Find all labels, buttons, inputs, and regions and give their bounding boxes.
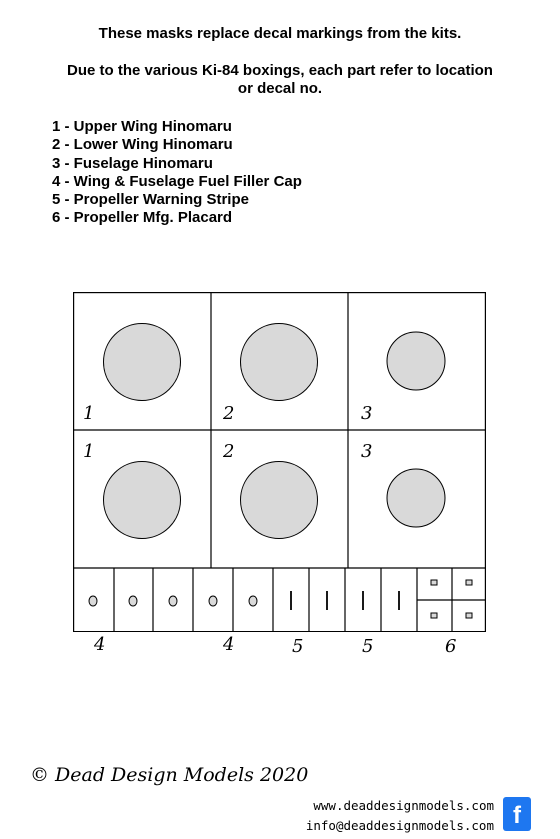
fuel-cap-mask: [249, 596, 257, 606]
hinomaru-mask-1-upper: [104, 324, 181, 401]
email-link[interactable]: info@deaddesignmodels.com: [305, 818, 494, 833]
strip-label-4: 4: [223, 634, 235, 655]
mask-sheet-diagram: [73, 292, 486, 632]
website-link[interactable]: www.deaddesignmodels.com: [313, 798, 494, 813]
hinomaru-mask-2-upper: [241, 324, 318, 401]
cell-label-1: 1: [83, 441, 95, 462]
facebook-glyph: f: [513, 802, 521, 829]
placard-mask: [431, 613, 437, 618]
copyright-notice: © Dead Design Models 2020: [30, 764, 309, 786]
fuel-cap-mask: [129, 596, 137, 606]
fuel-cap-mask: [169, 596, 177, 606]
parts-legend: [52, 118, 302, 228]
cell-label-3: 3: [361, 441, 373, 462]
legend-item-5: 5 - Propeller Warning Stripe: [52, 191, 249, 209]
legend-item-4: 4 - Wing & Fuselage Fuel Filler Cap: [52, 172, 302, 190]
legend-item-1: 1 - Upper Wing Hinomaru: [52, 118, 232, 135]
placard-mask: [466, 613, 472, 618]
cell-label-3: 3: [361, 403, 373, 424]
fuel-cap-mask: [89, 596, 97, 606]
strip-label-5: 5: [292, 636, 304, 657]
cell-label-1: 1: [83, 403, 95, 424]
intro-note-line2: or decal no.: [237, 80, 323, 97]
hinomaru-mask-3-lower: [387, 469, 445, 527]
intro-note-line1: Due to the various Ki-84 boxings, each part refer to location: [67, 62, 493, 79]
cell-label-2: 2: [223, 441, 235, 462]
placard-mask: [466, 580, 472, 585]
hinomaru-mask-3-upper: [387, 332, 445, 390]
legend-item-3: 3 - Fuselage Hinomaru: [52, 154, 213, 172]
legend-item-6: 6 - Propeller Mfg. Placard: [52, 209, 233, 227]
hinomaru-mask-1-lower: [104, 462, 181, 539]
strip-label-6: 6: [445, 636, 457, 657]
strip-label-5: 5: [362, 636, 374, 657]
placard-mask: [431, 580, 437, 585]
intro-heading: These masks replace decal markings from the kits.: [98, 25, 462, 42]
hinomaru-mask-2-lower: [241, 462, 318, 539]
fuel-cap-mask: [209, 596, 217, 606]
cell-label-2: 2: [223, 403, 235, 424]
facebook-icon[interactable]: [503, 797, 531, 831]
legend-item-2: 2 - Lower Wing Hinomaru: [52, 136, 233, 154]
strip-label-4: 4: [94, 634, 106, 655]
